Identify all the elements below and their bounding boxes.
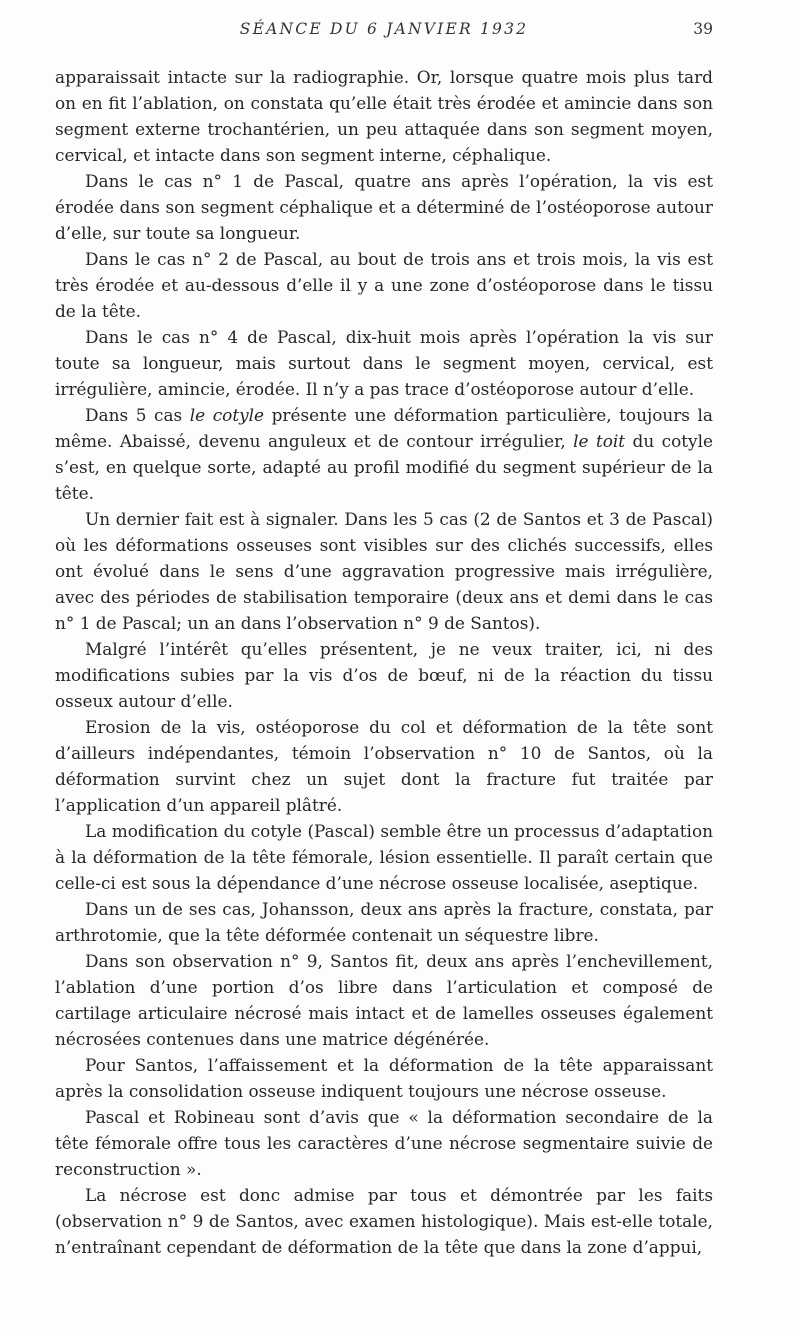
paragraph-text: Dans le cas n° 2 de Pascal, au bout de trois ans et trois mois, la vis est très érodée et au-dessous d’elle il y a une zone d’ostéoporose dans le tissu de la tête.: [55, 249, 713, 321]
paragraph: [55, 1052, 713, 1104]
paragraph: [55, 64, 713, 168]
italic-text: le toit: [573, 431, 626, 451]
page-header: [55, 20, 713, 46]
page-number: 39: [693, 20, 713, 38]
paragraph-text: Dans le cas n° 1 de Pascal, quatre ans après l’opération, la vis est érodée dans son segment céphalique et a déterminé de l’ostéoporose autour d’elle, sur toute sa longueur.: [55, 171, 713, 243]
paragraph: [55, 168, 713, 246]
paragraph-text: Erosion de la vis, ostéoporose du col et déformation de la tête sont d’ailleurs indépendantes, témoin l’observation n° 10 de Santos, où la déformation survint chez un sujet dont la fracture fut traitée par l’application d’un appareil plâtré.: [55, 717, 713, 815]
paragraph-text: Pascal et Robineau sont d’avis que « la déformation secondaire de la tête fémorale offre tous les caractères d’une nécrose segmentaire suivie de reconstruction ».: [55, 1107, 713, 1179]
paragraph: [55, 1104, 713, 1182]
paragraph: [55, 402, 713, 506]
paragraph: [55, 324, 713, 402]
paragraph-text: Un dernier fait est à signaler. Dans les 5 cas (2 de Santos et 3 de Pascal) où les déformations osseuses sont visibles sur des clichés successifs, elles ont évolué dans le sens d’une aggravation progressive mais irrégulière, avec des périodes de stabilisation temporaire (deux ans et demi dans le cas n° 1 de Pascal; un an dans l’observation n° 9 de Santos).: [55, 509, 713, 633]
paragraph-text: présente une déformation particulière, toujours la même. Abaissé, devenu anguleux et de contour irrégulier,: [55, 405, 713, 451]
paragraph-text: Dans son observation n° 9, Santos fit, deux ans après l’enchevillement, l’ablation d’une portion d’os libre dans l’articulation et composé de cartilage articulaire nécrosé mais intact et de lamelles osseuses également nécrosées contenues dans une matrice dégénérée.: [55, 951, 713, 1049]
body-text: [55, 64, 713, 1260]
paragraph-text: Dans 5 cas: [85, 405, 190, 425]
paragraph: [55, 506, 713, 636]
paragraph-text: La modification du cotyle (Pascal) semble être un processus d’adaptation à la déformation de la tête fémorale, lésion essentielle. Il paraît certain que celle-ci est sous la dépendance d’une nécrose osseuse localisée, aseptique.: [55, 821, 713, 893]
paragraph: [55, 714, 713, 818]
running-head: SÉANCE DU 6 JANVIER 1932: [239, 20, 529, 38]
paragraph: [55, 1182, 713, 1260]
italic-text: le cotyle: [189, 405, 265, 425]
paragraph: [55, 818, 713, 896]
paragraph: [55, 636, 713, 714]
paragraph: [55, 948, 713, 1052]
paragraph-text: Dans le cas n° 4 de Pascal, dix-huit mois après l’opération la vis sur toute sa longueur, mais surtout dans le segment moyen, cervical, est irrégulière, amincie, érodée. Il n’y a pas trace d’ostéoporose autour d’elle.: [55, 327, 713, 399]
paragraph-text: Pour Santos, l’affaissement et la déformation de la tête apparaissant après la consolidation osseuse indiquent toujours une nécrose osseuse.: [55, 1055, 713, 1101]
paragraph-text: Dans un de ses cas, Johansson, deux ans après la fracture, constata, par arthrotomie, que la tête déformée contenait un séquestre libre.: [55, 899, 713, 945]
paragraph-text: Malgré l’intérêt qu’elles présentent, je ne veux traiter, ici, ni des modifications subies par la vis d’os de bœuf, ni de la réaction du tissu osseux autour d’elle.: [55, 639, 713, 711]
paragraph-text: du cotyle s’est, en quelque sorte, adapté au profil modifié du segment supérieur de la tête.: [55, 431, 713, 503]
paragraph: [55, 246, 713, 324]
paragraph: [55, 896, 713, 948]
paragraph-text: apparaissait intacte sur la radiographie. Or, lorsque quatre mois plus tard on en fit l’ablation, on constata qu’elle était très érodée et amincie dans son segment externe trochantérien, un peu attaquée dans son segment moyen, cervical, et intacte dans son segment interne, céphalique.: [55, 67, 713, 165]
paragraph-text: La nécrose est donc admise par tous et démontrée par les faits (observation n° 9 de Santos, avec examen histologique). Mais est-elle totale, n’entraînant cependant de déformation de la tête que dans la zone d’appui,: [55, 1185, 713, 1257]
